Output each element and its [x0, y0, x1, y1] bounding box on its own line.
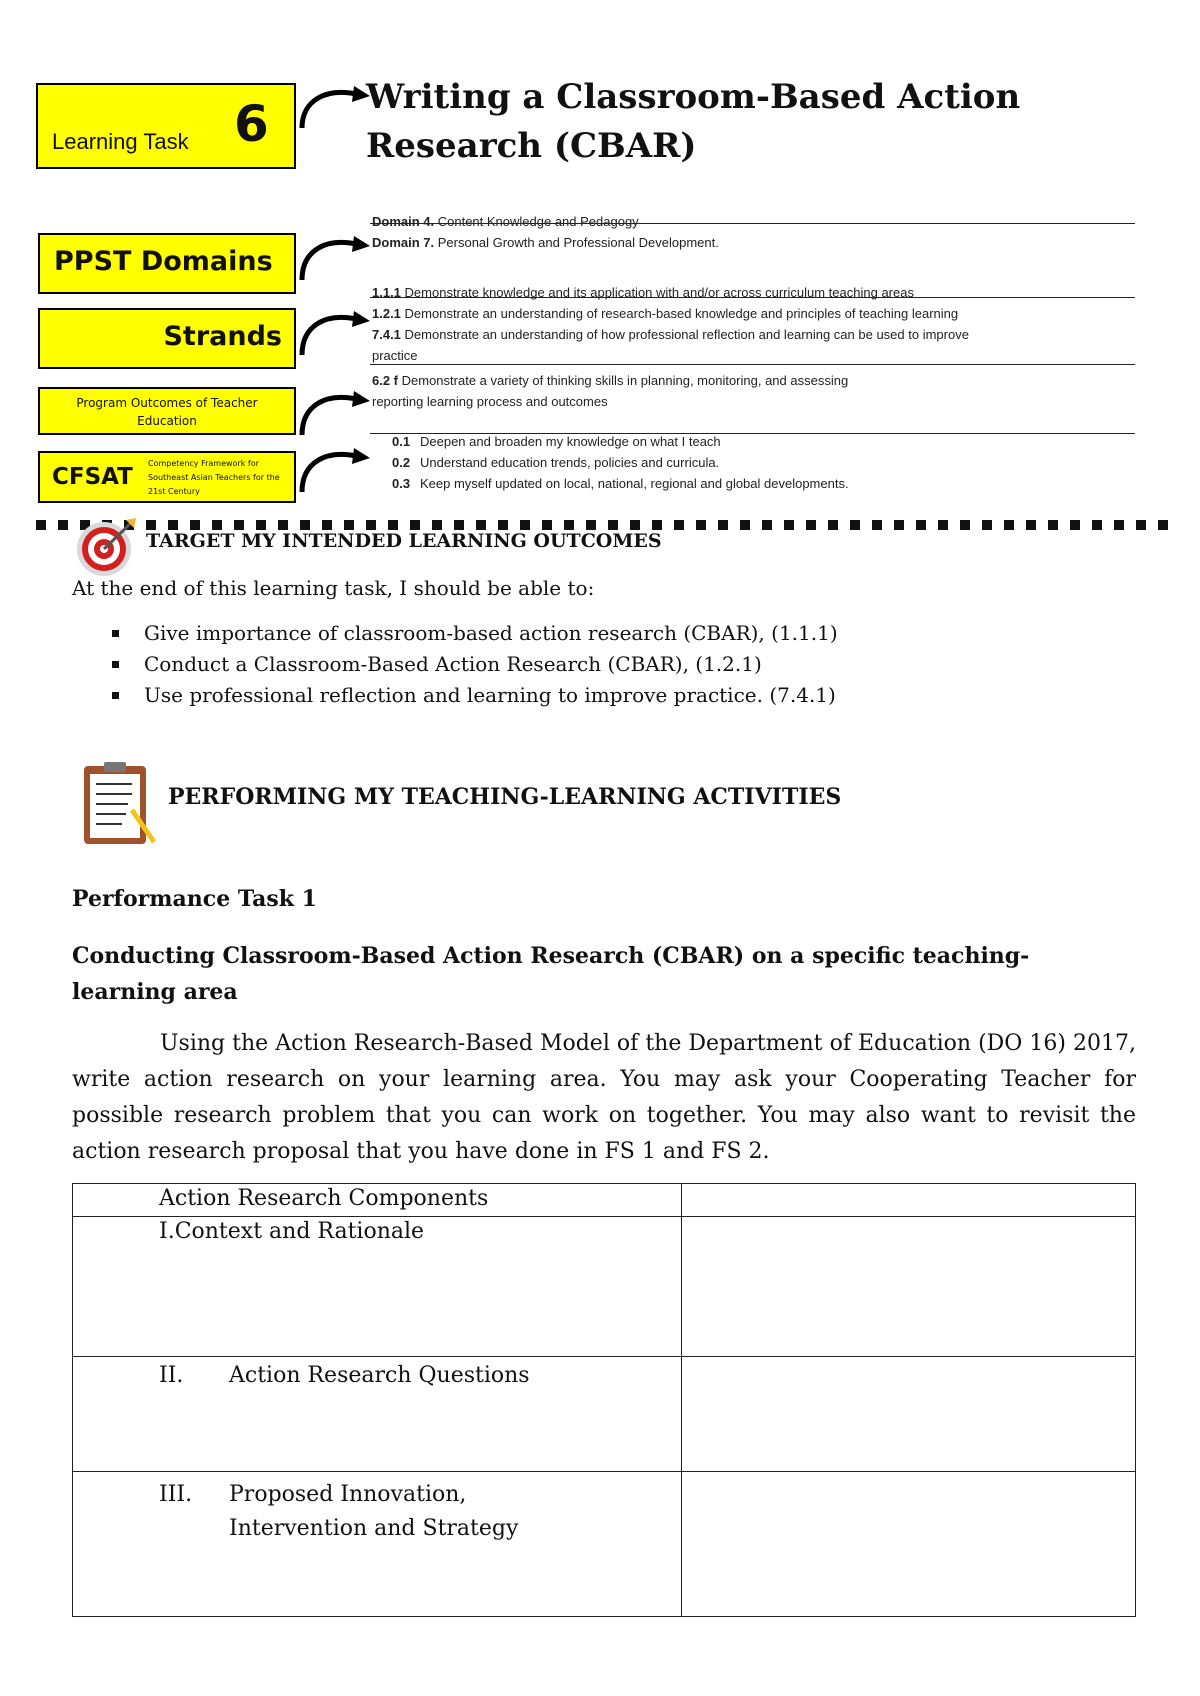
cfsat-code: 0.2 — [392, 455, 411, 470]
table-row — [73, 1472, 682, 1617]
row-label: Context and Rationale — [174, 1219, 425, 1244]
page-title — [366, 73, 1126, 171]
table-header-label: Action Research Components — [159, 1186, 489, 1211]
action-research-table — [72, 1183, 1136, 1617]
table-header-cell — [73, 1184, 682, 1217]
divider — [370, 297, 1135, 298]
answer-cell[interactable] — [682, 1217, 1136, 1357]
learning-task-box — [36, 83, 296, 169]
row-label: Intervention and Strategy — [229, 1516, 519, 1541]
table-row — [73, 1217, 682, 1357]
clipboard-icon — [82, 760, 160, 846]
domain-7-text: Personal Growth and Professional Development. — [434, 235, 719, 250]
program-outcome-text: Demonstrate a variety of thinking skills in planning, monitoring, and assessing — [398, 373, 849, 388]
program-outcome-line-1 — [372, 373, 848, 388]
domain-7-label: Domain 7. — [372, 235, 435, 250]
table-row — [73, 1357, 682, 1472]
strands-box — [38, 308, 296, 369]
strand-text: Demonstrate knowledge and its application with and/or across curriculum teaching areas — [400, 285, 914, 300]
title-line-2: Research (CBAR) — [366, 126, 697, 166]
cfsat-text: Keep myself updated on local, national, regional and global developments. — [420, 476, 849, 491]
cfsat-sub-label: Competency Framework for Southeast Asian Teachers for the 21st Century — [148, 459, 280, 496]
cfsat-item — [392, 455, 720, 470]
ppst-domains-box — [38, 233, 296, 294]
row-label: Action Research Questions — [229, 1363, 530, 1388]
task-title: Performance Task 1 — [72, 886, 317, 912]
strand-item — [372, 306, 958, 321]
target-icon — [74, 516, 140, 578]
strand-code: 1.2.1 — [372, 306, 401, 321]
target-heading: TARGET MY INTENDED LEARNING OUTCOMES — [146, 530, 662, 552]
objectives-list — [72, 618, 1132, 711]
cfsat-text: Deepen and broaden my knowledge on what I teach — [420, 434, 721, 449]
cfsat-item — [392, 434, 721, 449]
domain-4-text: Content Knowledge and Pedagogy — [434, 214, 639, 229]
domain-4-line — [372, 214, 639, 229]
task-paragraph: Using the Action Research-Based Model of the Department of Education (DO 16) 2017, write action research on your learning area. You may ask your Cooperating Teacher for possible research problem that you can work on together. You may also want to revisit the action research proposal that you have done in FS 1 and FS 2. — [72, 1031, 1136, 1164]
list-item: Conduct a Classroom-Based Action Research (CBAR), (1.2.1) — [72, 649, 1132, 680]
cfsat-label: CFSAT — [52, 464, 133, 490]
learning-task-label: Learning Task — [52, 129, 189, 154]
curved-arrow-icon — [296, 442, 376, 497]
row-number: III. — [159, 1482, 193, 1507]
strand-code: 1.1.1 — [372, 285, 401, 300]
task-subtitle-line-1: Conducting Classroom-Based Action Research (CBAR) on a specific teaching- — [72, 943, 1030, 969]
cfsat-box — [38, 451, 296, 503]
strand-item — [372, 327, 969, 342]
strand-text: practice — [372, 348, 418, 363]
divider — [370, 223, 1135, 224]
dashed-separator — [36, 520, 1176, 530]
program-outcomes-box — [38, 387, 296, 435]
domain-7-line — [372, 235, 719, 250]
strand-item — [372, 348, 418, 363]
learning-task-number: 6 — [234, 95, 269, 153]
cfsat-code: 0.3 — [392, 476, 411, 491]
strands-label: Strands — [163, 321, 282, 352]
cfsat-item — [392, 476, 849, 491]
program-outcome-line-2: reporting learning process and outcomes — [372, 394, 608, 409]
curved-arrow-icon — [296, 385, 376, 440]
curved-arrow-icon — [296, 82, 376, 132]
strand-text: Demonstrate an understanding of research-based knowledge and principles of teaching learning — [400, 306, 959, 321]
target-intro: At the end of this learning task, I should be able to: — [72, 576, 595, 600]
program-outcome-code: 6.2 f — [372, 373, 399, 388]
cfsat-text: Understand education trends, policies and curricula. — [420, 455, 720, 470]
answer-cell[interactable] — [682, 1472, 1136, 1617]
row-number: I. — [159, 1219, 175, 1244]
list-item: Give importance of classroom-based action research (CBAR), (1.1.1) — [72, 618, 1132, 649]
answer-cell[interactable] — [682, 1357, 1136, 1472]
task-subtitle — [72, 938, 1136, 1010]
list-item: Use professional reflection and learning to improve practice. (7.4.1) — [72, 680, 1132, 711]
row-label: Proposed Innovation, — [229, 1482, 467, 1507]
curved-arrow-icon — [296, 230, 376, 285]
table-header-cell[interactable] — [682, 1184, 1136, 1217]
strand-code: 7.4.1 — [372, 327, 401, 342]
task-subtitle-line-2: learning area — [72, 979, 238, 1005]
divider — [370, 364, 1135, 365]
performing-heading: PERFORMING MY TEACHING-LEARNING ACTIVITIES — [168, 784, 842, 810]
domain-4-label: Domain 4. — [372, 214, 435, 229]
program-outcomes-label: Program Outcomes of Teacher Education — [76, 396, 258, 428]
strand-text: Demonstrate an understanding of how professional reflection and learning can be used to improve — [400, 327, 969, 342]
row-number: II. — [159, 1363, 184, 1388]
ppst-domains-label: PPST Domains — [54, 246, 273, 277]
title-line-1: Writing a Classroom-Based Action — [366, 77, 1021, 117]
curved-arrow-icon — [296, 305, 376, 360]
cfsat-code: 0.1 — [392, 434, 411, 449]
